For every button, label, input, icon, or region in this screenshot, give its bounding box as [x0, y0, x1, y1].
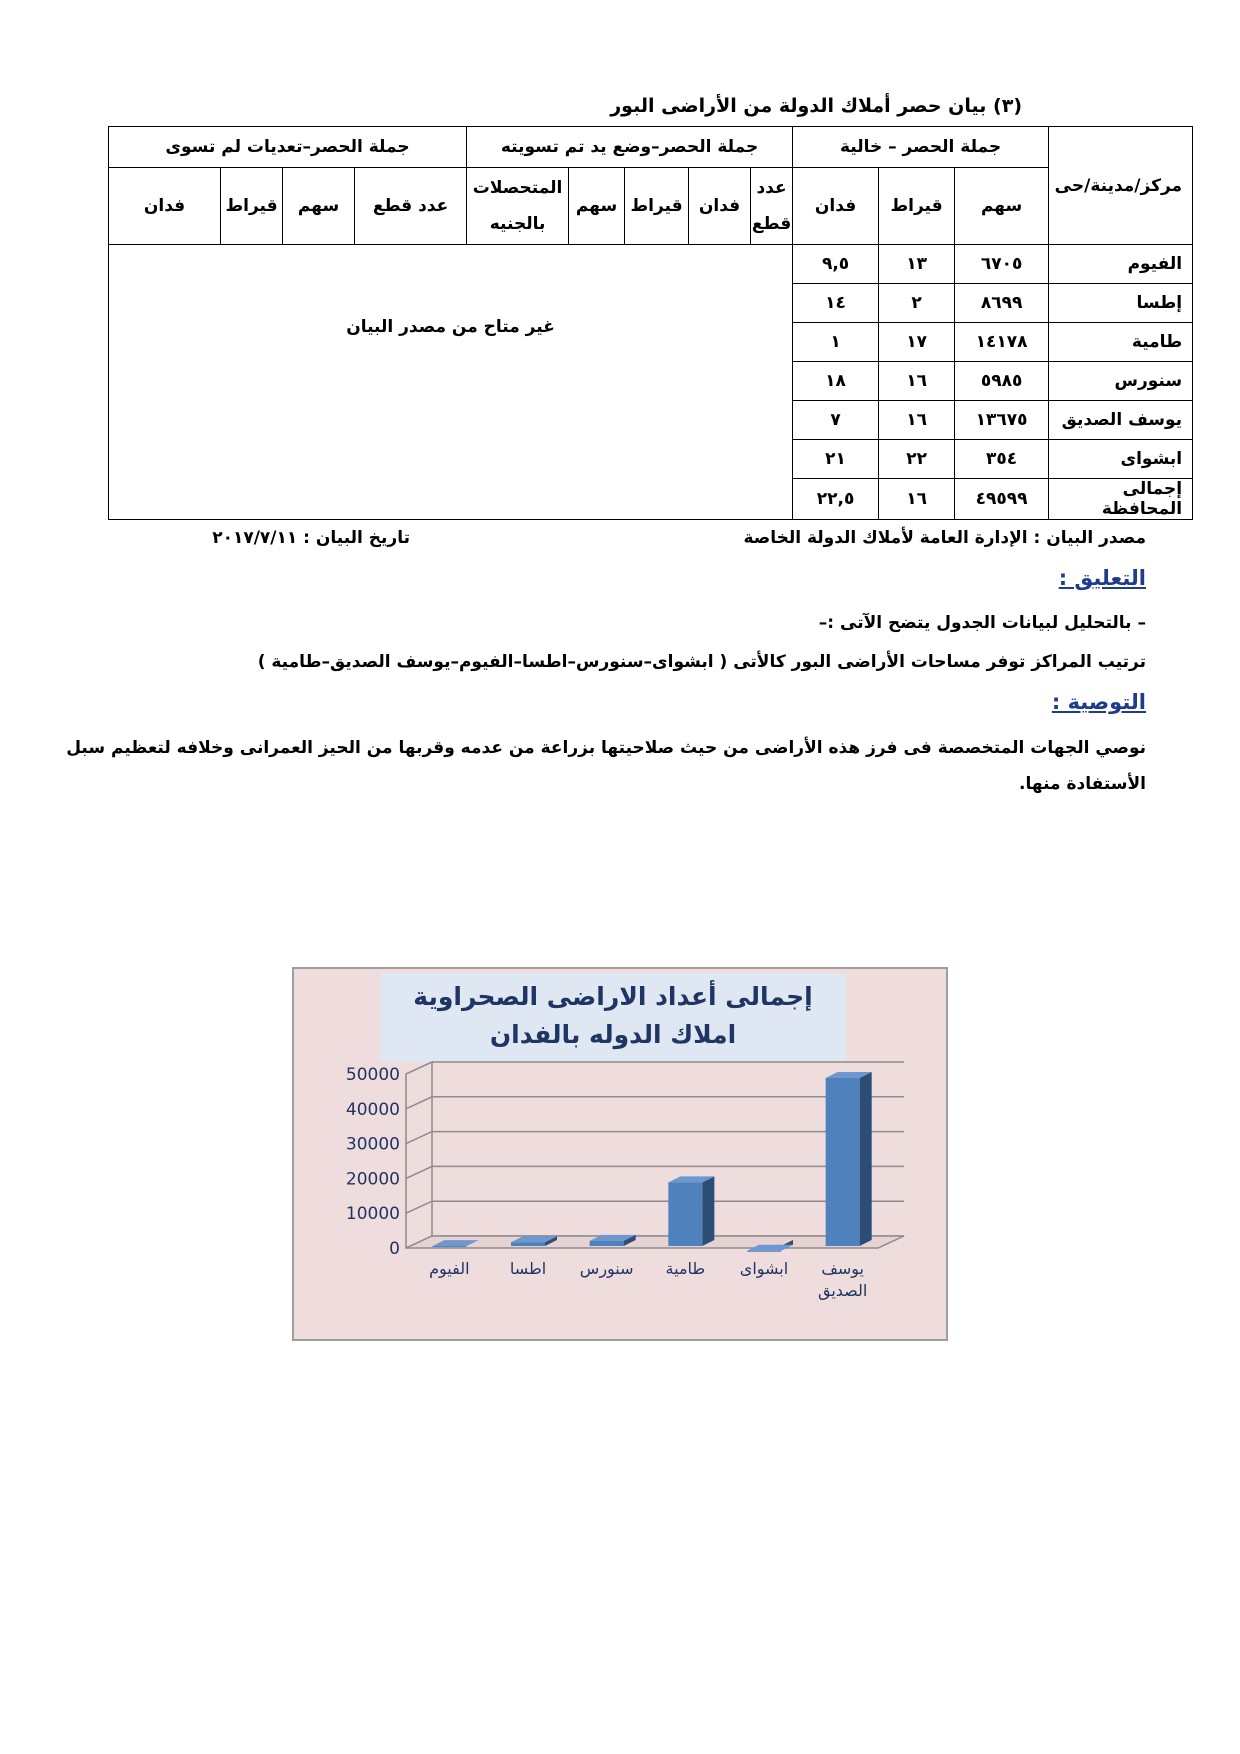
header-vacant: جملة الحصر – خالية — [793, 127, 1049, 168]
bar — [826, 1078, 860, 1246]
row-name: إطسا — [1049, 284, 1193, 323]
header-receipts: المتحصلات بالجنيه — [467, 168, 569, 245]
row-sahm: ٦٧٠٥ — [955, 245, 1049, 284]
recommendation-line-1: نوصي الجهات المتخصصة فى فرز هذه الأراضى من حيث صلاحيتها بزراعة من عدمه وقربها من الحيز العمرانى وخلافه لتعظيم سبل — [66, 738, 1146, 758]
bar — [747, 1251, 781, 1252]
row-name: الفيوم — [1049, 245, 1193, 284]
y-tick-label: 50000 — [345, 1065, 400, 1085]
header-qirat-3: قيراط — [221, 168, 283, 245]
row-name: طامية — [1049, 323, 1193, 362]
comment-heading: التعليق : — [1058, 566, 1146, 590]
row-qirat: ١٦ — [879, 401, 955, 440]
row-sahm: ٣٥٤ — [955, 440, 1049, 479]
row-qirat: ١٣ — [879, 245, 955, 284]
x-tick-label: الفيوم — [429, 1259, 470, 1278]
x-tick-label: الصديق — [817, 1281, 868, 1300]
header-occupied: جملة الحصر–وضع يد تم تسويته — [467, 127, 793, 168]
comment-line-1: – بالتحليل لبيانات الجدول يتضح الآتى :– — [818, 613, 1146, 633]
y-tick-label: 20000 — [345, 1169, 400, 1190]
x-tick-label: سنورس — [579, 1259, 634, 1278]
row-name: سنورس — [1049, 362, 1193, 401]
header-qirat: قيراط — [879, 168, 955, 245]
source-text: مصدر البيان : الإدارة العامة لأملاك الدولة الخاصة — [743, 528, 1146, 548]
header-sahm: سهم — [955, 168, 1049, 245]
row-qirat: ١٦ — [879, 362, 955, 401]
row-qirat: ١٦ — [879, 479, 955, 520]
row-sahm: ١٣٦٧٥ — [955, 401, 1049, 440]
bar — [432, 1246, 466, 1247]
bar — [590, 1241, 624, 1246]
y-tick-label: 30000 — [345, 1134, 400, 1155]
bar — [511, 1242, 545, 1246]
row-name: إجمالى المحافظة — [1049, 479, 1193, 520]
row-feddan: ١ — [793, 323, 879, 362]
chart-title: إجمالى أعداد الاراضى الصحراوية املاك الدوله بالفدان — [413, 982, 813, 1049]
gridline — [406, 1062, 904, 1074]
row-feddan: ٢١ — [793, 440, 879, 479]
date-text: تاريخ البيان : ٢٠١٧/٧/١١ — [212, 528, 410, 548]
y-tick-label: 10000 — [345, 1204, 400, 1225]
row-qirat: ١٧ — [879, 323, 955, 362]
recommendation-line-2: الأستفادة منها. — [1019, 774, 1146, 794]
not-available-note: غير متاح من مصدر البيان — [109, 245, 793, 520]
recommendation-heading: التوصية : — [1051, 690, 1146, 714]
header-pieces: عدد قطع — [751, 168, 793, 245]
bar — [668, 1182, 702, 1246]
header-feddan-2: فدان — [689, 168, 751, 245]
page-title: (٣) بيان حصر أملاك الدولة من الأراضى البور — [610, 95, 1022, 117]
row-name: ابشواى — [1049, 440, 1193, 479]
y-tick-label: 0 — [389, 1239, 400, 1259]
bar-side — [702, 1176, 714, 1246]
row-qirat: ٢٢ — [879, 440, 955, 479]
row-sahm: ٤٩٥٩٩ — [955, 479, 1049, 520]
row-qirat: ٢ — [879, 284, 955, 323]
x-tick-label: ابشواى — [739, 1259, 789, 1278]
header-unsettled: جملة الحصر–تعديات لم تسوى — [109, 127, 467, 168]
bar-side — [860, 1072, 872, 1246]
x-tick-label: يوسف — [821, 1259, 865, 1278]
x-tick-label: طامية — [665, 1259, 706, 1278]
comment-line-2: ترتيب المراكز توفر مساحات الأراضى البور كالأتى ( ابشواى–سنورس–اطسا–الفيوم–يوسف الصديق–طامية ) — [257, 652, 1146, 672]
y-tick-label: 40000 — [345, 1099, 400, 1120]
header-area: مركز/مدينة/حى — [1049, 127, 1193, 245]
row-name: يوسف الصديق — [1049, 401, 1193, 440]
row-sahm: ٨٦٩٩ — [955, 284, 1049, 323]
header-sahm-3: سهم — [283, 168, 355, 245]
row-feddan: ١٤ — [793, 284, 879, 323]
header-sahm-2: سهم — [569, 168, 625, 245]
header-qirat-2: قيراط — [625, 168, 689, 245]
row-feddan: ٢٢,٥ — [793, 479, 879, 520]
x-tick-label: اطسا — [509, 1259, 547, 1278]
row-feddan: ٩,٥ — [793, 245, 879, 284]
header-feddan: فدان — [793, 168, 879, 245]
row-sahm: ٥٩٨٥ — [955, 362, 1049, 401]
chart-side-wall — [406, 1062, 432, 1248]
row-feddan: ١٨ — [793, 362, 879, 401]
header-pieces-2: عدد قطع — [355, 168, 467, 245]
row-sahm: ١٤١٧٨ — [955, 323, 1049, 362]
header-feddan-3: فدان — [109, 168, 221, 245]
row-feddan: ٧ — [793, 401, 879, 440]
